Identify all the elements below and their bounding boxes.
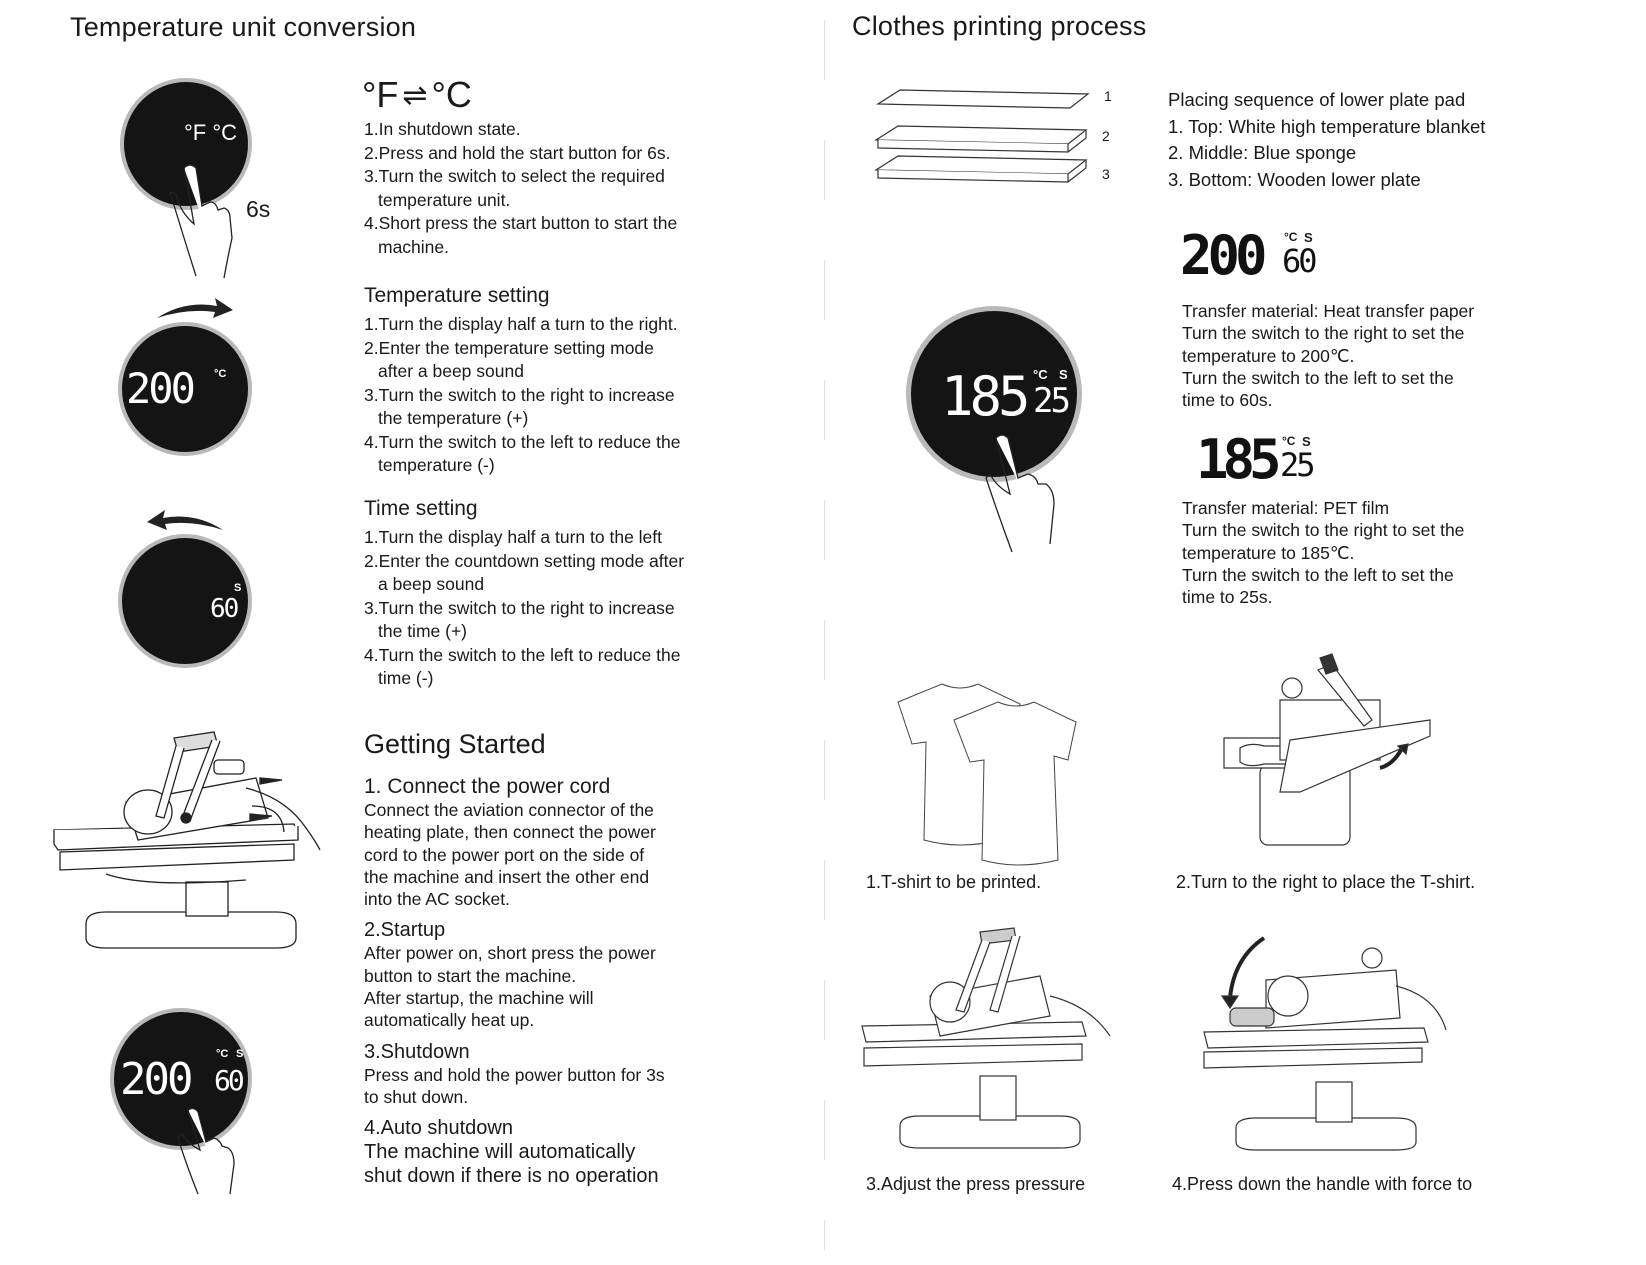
section-title-temperature-unit-conversion: Temperature unit conversion [70,12,417,42]
getting-started-section [364,1040,764,1109]
getting-started-sections [364,775,764,1195]
temperature-setting-heading: Temperature setting [364,284,550,307]
dial-celsius-unit: °C [1033,367,1048,382]
step-number: 3. [364,166,379,186]
step-number: 3. [364,384,379,405]
section-title-clothes-printing-process: Clothes printing process [852,11,1147,41]
rotate-right-arrow-icon [155,296,235,322]
dial-seconds-unit: S [1059,367,1068,382]
dial-temperature-value: 200 [126,364,193,413]
conversion-steps [364,118,744,259]
preset-instruction-line: temperature to 200℃. [1182,345,1355,366]
step-item [364,431,744,478]
step-line [364,313,744,337]
step-item [364,337,744,384]
section-text: heating plate, then connect the power [364,822,656,843]
t-shirts-illustration [886,680,1086,850]
section-text: cord to the power port on the side of [364,844,645,865]
dial-time-value: 60 [210,594,238,624]
step-item [364,142,744,166]
step-line [364,384,744,408]
step-text: Turn the switch to the right to increase [378,384,675,405]
section-text: automatically heat up. [364,1010,535,1031]
preset-time-value: 25 [1280,446,1313,484]
swap-arrows-icon: ⇌ [402,78,428,112]
step-caption-4: 4.Press down the handle with force to [1172,1174,1473,1194]
section-subheading: 2.Startup [364,919,446,942]
section-text: Press and hold the power button for 3s [364,1064,665,1085]
preset-instructions [1182,300,1474,411]
preset-instruction-line: Turn the switch to the left to set the [1182,367,1454,388]
dial-seconds-unit: S [234,582,242,594]
preset-time-value: 60 [1282,242,1315,280]
preset-instruction-line: Turn the switch to the right to set the [1182,520,1465,541]
step-line [364,165,744,189]
preset-instruction-line: Turn the switch to the right to set the [1182,323,1465,344]
pad-item: 3. Bottom: Wooden lower plate [1168,168,1421,190]
step-item [364,597,744,644]
step-text: Turn the display half a turn to the left [378,527,663,547]
temperature-dial-illustration [118,322,252,456]
dial-time-value: 60 [214,1064,242,1097]
section-text: to shut down. [364,1086,469,1107]
dial-time-value: 25 [1033,381,1068,421]
dial-unit-label: °F °C [184,120,238,145]
preset-seconds-unit: S [1302,434,1311,449]
step-number: 3. [364,597,379,618]
step-text: In shutdown state. [378,119,521,139]
step-text: Enter the countdown setting mode after [378,550,685,571]
step-text: Turn the switch to the left to reduce the [378,644,681,665]
dial-temperature-value: 185 [941,365,1027,428]
step-caption-1: 1.T-shirt to be printed. [866,872,1042,892]
preset-instruction-line: temperature to 185℃. [1182,542,1355,563]
step-item [364,118,744,142]
hand-press-icon [176,1106,246,1196]
dial-temperature-value: 200 [120,1054,191,1105]
rotate-left-arrow-icon [145,508,225,534]
step-text: Enter the temperature setting mode [378,337,654,358]
step-item [364,644,744,691]
step-text-continued: the temperature (+) [378,408,529,428]
step-text-continued: after a beep sound [378,361,524,381]
section-text: Connect the aviation connector of the [364,800,654,820]
preset-temperature-value: 185 [1196,428,1276,491]
step-number: 1. [364,527,379,547]
hold-duration-label: 6s [246,196,271,222]
step-number: 1. [364,119,379,139]
step-text-continued: temperature unit. [378,189,511,210]
step-line [364,118,744,142]
preset-celsius-unit: °C [1282,434,1296,448]
section-subheading: 1. Connect the power cord [364,775,611,798]
step-text-continued: machine. [378,236,450,257]
preset-instructions [1182,497,1464,608]
section-text: button to start the machine. [364,965,577,986]
dial-seconds-unit: S [236,1048,244,1060]
step-number: 2. [364,550,379,571]
step-caption-3: 3.Adjust the press pressure [866,1174,1086,1194]
section-text: After power on, short press the power [364,943,656,964]
preset-instruction-line: Turn the switch to the left to set the [1182,564,1454,585]
section-text: into the AC socket. [364,889,510,910]
step-line [364,550,744,574]
temperature-setting-steps [364,313,744,478]
step-item [364,550,744,597]
step-number: 4. [364,213,379,233]
step-text: Turn the display half a turn to the right. [378,314,678,334]
time-setting-heading: Time setting [364,497,478,520]
pad-label-1: 1 [1104,88,1112,104]
preset-seconds-unit: S [1304,230,1313,245]
pad-sequence-heading: Placing sequence of lower plate pad [1168,89,1466,110]
step-number: 4. [364,644,379,665]
step-text: Turn the switch to the left to reduce the [378,431,681,452]
heat-press-closed-illustration [1196,936,1456,1156]
getting-started-section [364,1116,764,1188]
celsius-symbol: °C [431,74,472,115]
preset-celsius-unit: °C [1284,230,1298,244]
transfer-material-label: Transfer material: PET film [1182,498,1390,518]
step-text: Short press the start button to start the [378,213,678,233]
step-line [364,142,744,166]
step-line [364,431,744,455]
step-number: 1. [364,314,379,334]
step-number: 2. [364,337,379,358]
lower-plate-pads-illustration [876,86,1096,196]
step-line [364,526,744,550]
step-text-continued: temperature (-) [378,455,495,475]
section-text: the machine and insert the other end [364,866,650,887]
step-number: 2. [364,142,379,163]
hand-press-icon [986,432,1076,552]
section-text: The machine will automatically [364,1141,636,1164]
section-subheading: 3.Shutdown [364,1040,470,1063]
dial-celsius-unit: °C [214,368,227,380]
step-number: 4. [364,431,379,452]
section-text: After startup, the machine will [364,988,594,1009]
getting-started-section [364,775,764,910]
pad-item: 1. Top: White high temperature blanket [1168,115,1486,137]
step-item [364,212,744,259]
step-text-continued: the time (+) [378,621,467,641]
step-line [364,212,744,236]
page-fold-divider [824,20,825,1250]
getting-started-heading: Getting Started [364,729,546,759]
pad-label-3: 3 [1102,166,1110,182]
section-subheading: 4.Auto shutdown [364,1117,513,1140]
heat-press-swing-illustration [1220,650,1440,850]
step-line [364,644,744,668]
step-item [364,526,744,550]
step-item [364,165,744,212]
step-text: Press and hold the start button for 6s. [378,142,671,163]
unit-conversion-symbol [362,74,472,116]
preset-temperature-value: 200 [1180,224,1263,287]
heat-press-machine-illustration [46,722,336,972]
getting-started-section [364,918,764,1031]
pad-label-2: 2 [1102,128,1110,144]
step-text-continued: time (-) [378,668,434,688]
step-line [364,337,744,361]
step-item [364,384,744,431]
transfer-material-label: Transfer material: Heat transfer paper [1182,301,1475,321]
pad-item: 2. Middle: Blue sponge [1168,142,1357,163]
time-dial-illustration [118,534,252,668]
step-text: Turn the switch to select the required [378,166,665,186]
step-line [364,597,744,621]
section-text: shut down if there is no operation [364,1165,659,1188]
preset-instruction-line: time to 60s. [1182,390,1273,411]
dial-celsius-unit: °C [216,1048,229,1060]
step-text-continued: a beep sound [378,574,485,594]
fahrenheit-symbol: °F [362,74,399,115]
time-setting-steps [364,526,744,691]
step-text: Turn the switch to the right to increase [378,597,675,618]
preset-instruction-line: time to 25s. [1182,587,1273,608]
step-item [364,313,744,337]
heat-press-pressure-illustration [860,926,1120,1156]
step-caption-2: 2.Turn to the right to place the T-shirt. [1176,872,1476,892]
pad-sequence [1168,87,1485,193]
